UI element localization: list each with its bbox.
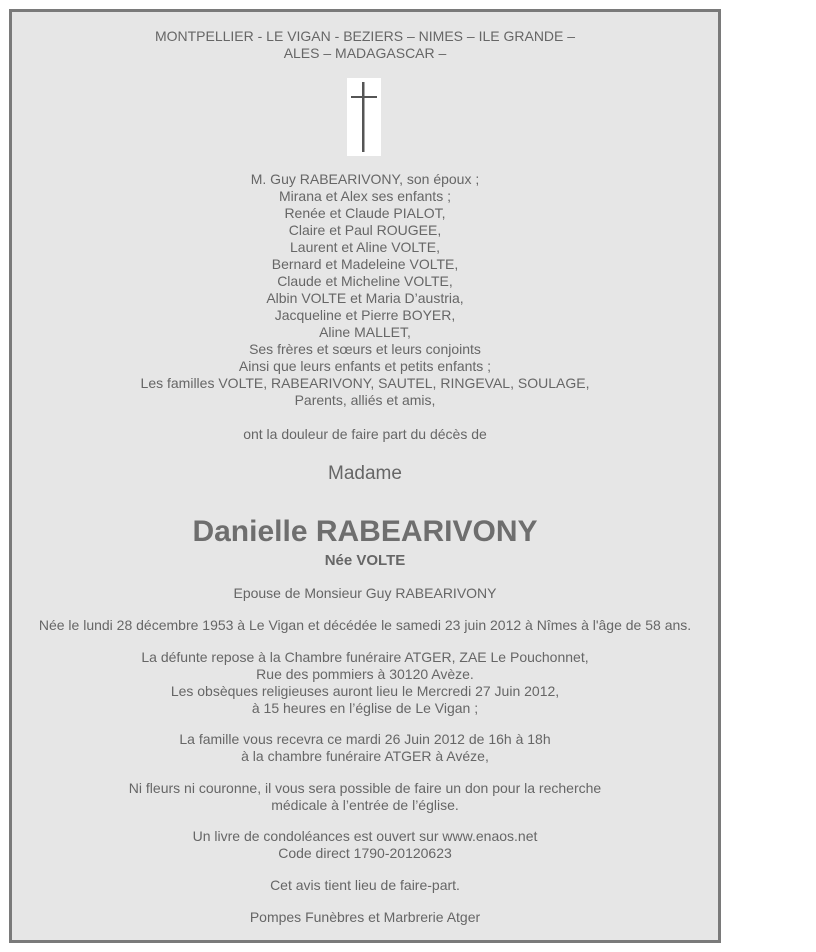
maiden-name: Née VOLTE — [324, 552, 406, 569]
family-line: Claude et Micheline VOLTE, — [277, 273, 453, 289]
family-line: M. Guy RABEARIVONY, son époux ; — [250, 171, 480, 187]
family-line: Renée et Claude PIALOT, — [284, 205, 446, 221]
cities-line-2: ALES – MADAGASCAR – — [283, 45, 447, 61]
family-line: Aline MALLET, — [319, 324, 411, 340]
family-line: Mirana et Alex ses enfants ; — [279, 188, 451, 204]
funeral-line: Rue des pommiers à 30120 Avèze. — [256, 666, 474, 682]
donation-line: Ni fleurs ni couronne, il vous sera possible de faire un don pour la recherche — [128, 780, 602, 796]
donation-line: médicale à l’entrée de l’église. — [271, 797, 459, 813]
condolences-line: Un livre de condoléances est ouvert sur www.enaos.net — [192, 828, 538, 844]
cities-line-1: MONTPELLIER - LE VIGAN - BEZIERS – NIMES – ILE GRANDE – — [154, 28, 576, 44]
condolences-line: Code direct 1790-20120623 — [278, 845, 452, 861]
family-line: Ainsi que leurs enfants et petits enfants ; — [238, 358, 492, 374]
visitation-line: à la chambre funéraire ATGER à Avéze, — [241, 748, 489, 764]
latin-cross-icon — [347, 78, 381, 156]
notice-line: Cet avis tient lieu de faire-part. — [270, 877, 460, 893]
family-line: Albin VOLTE et Maria D’austria, — [266, 290, 464, 306]
deceased-name: Danielle RABEARIVONY — [192, 515, 538, 548]
dates-line: Née le lundi 28 décembre 1953 à Le Vigan et décédée le samedi 23 juin 2012 à Nîmes à l'âge de 58 ans. — [38, 617, 692, 633]
company-name: Pompes Funèbres et Marbrerie Atger — [249, 909, 481, 925]
spouse-line: Epouse de Monsieur Guy RABEARIVONY — [233, 585, 497, 601]
family-line: Parents, alliés et amis, — [294, 392, 436, 408]
obituary-card — [9, 9, 721, 943]
family-line: Jacqueline et Pierre BOYER, — [274, 307, 456, 323]
funeral-line: Les obsèques religieuses auront lieu le Mercredi 27 Juin 2012, — [170, 683, 560, 699]
family-line: Ses frères et sœurs et leurs conjoints — [249, 341, 481, 357]
family-line: Les familles VOLTE, RABEARIVONY, SAUTEL, RINGEVAL, SOULAGE, — [140, 375, 590, 391]
family-line: Claire et Paul ROUGEE, — [288, 222, 442, 238]
announcement-line: ont la douleur de faire part du décès de — [243, 426, 487, 442]
family-line: Bernard et Madeleine VOLTE, — [271, 256, 459, 272]
funeral-line: La défunte repose à la Chambre funéraire ATGER, ZAE Le Pouchonnet, — [141, 649, 589, 665]
funeral-line: à 15 heures en l’église de Le Vigan ; — [251, 700, 479, 716]
visitation-line: La famille vous recevra ce mardi 26 Juin 2012 de 16h à 18h — [179, 731, 551, 747]
honorific: Madame — [328, 463, 402, 484]
family-line: Laurent et Aline VOLTE, — [290, 239, 440, 255]
